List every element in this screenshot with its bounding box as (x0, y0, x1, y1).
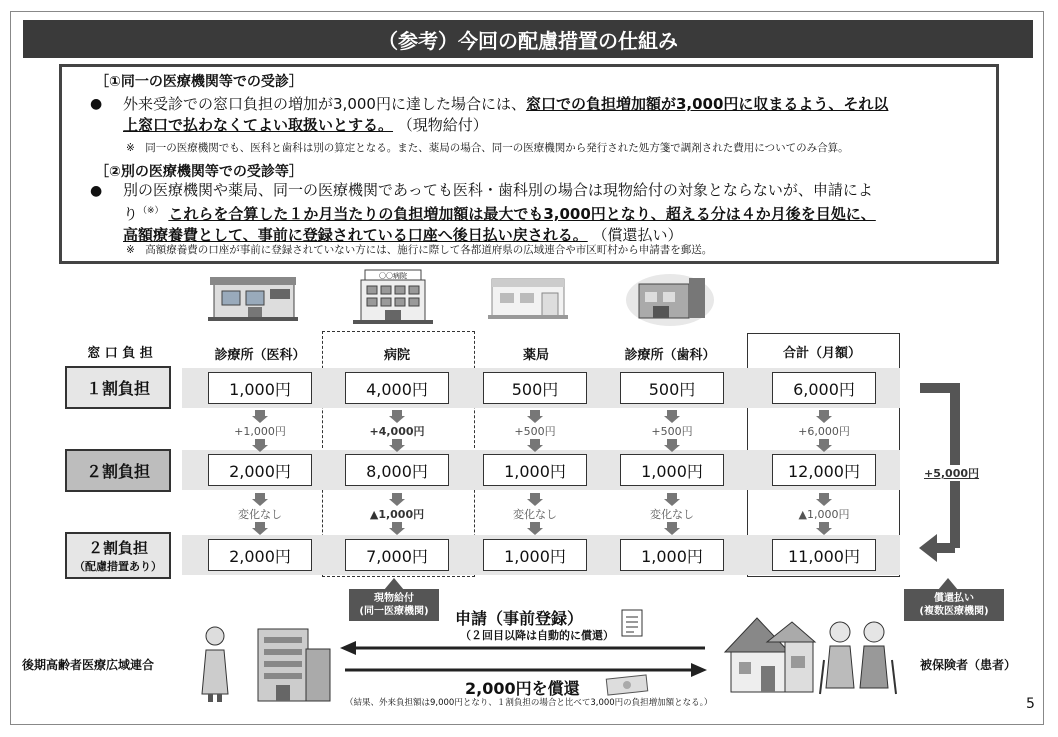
value-cell: 6,000円 (772, 372, 876, 404)
value-cell: 11,000円 (772, 539, 876, 571)
row-label (65, 532, 171, 579)
pharmacy-building-icon (488, 275, 568, 321)
down-arrow-icon (527, 445, 543, 452)
section1-bullet (123, 94, 993, 136)
bullet-mark: ● (90, 96, 103, 112)
value-cell: 12,000円 (772, 454, 876, 486)
row-sublabel-text: （配慮措置あり） (74, 560, 162, 573)
down-arrow-icon (664, 445, 680, 452)
down-arrow-icon (389, 528, 405, 535)
column-header: 診療所（歯科） (624, 348, 716, 363)
delta-label: 変化なし (650, 508, 694, 521)
value-cell: 4,000円 (345, 372, 449, 404)
delta-group (632, 410, 712, 452)
section1-note: ※ 同一の医療機関でも、医科と歯科は別の算定となる。また、薬局の場合、同一の医療機関から発行された処方箋で調剤された費用についてのみ合算。 (126, 142, 849, 154)
value-cell: 500円 (483, 372, 587, 404)
delta-group (495, 493, 575, 535)
value-cell: 7,000円 (345, 539, 449, 571)
corner-label: 窓 口 負 担 (87, 346, 153, 361)
delta-label: +1,000円 (234, 425, 286, 438)
column-header: 診療所（医科） (214, 348, 306, 363)
delta-label: 変化なし (513, 508, 557, 521)
delta-label: ▲1,000円 (798, 508, 850, 521)
column-header: 病院 (383, 348, 410, 363)
delta-group (220, 410, 300, 452)
document-icon (620, 608, 644, 638)
elderly-couple-icon (818, 616, 898, 698)
row-label (65, 366, 171, 409)
down-arrow-icon (252, 528, 268, 535)
dental-clinic-building-icon (625, 270, 715, 326)
value-cell: 500円 (620, 372, 724, 404)
down-arrow-icon (389, 445, 405, 452)
value-cell: 1,000円 (208, 372, 312, 404)
down-arrow-icon (664, 528, 680, 535)
section1-emphasis-2: 上窓口で払わなくてよい取扱いとする。 (123, 116, 394, 134)
delta-label: 変化なし (238, 508, 282, 521)
page-number: 5 (1026, 696, 1035, 712)
tag-line: (同一医療機関) (359, 606, 429, 617)
section1-tail: （現物給付） (397, 116, 488, 134)
row-label-text: ２割負担 (87, 539, 148, 557)
value-cell: 1,000円 (483, 454, 587, 486)
section2-emphasis-1: これらを合算した１か月当たりの負担増加額は最大でも3,000円となり、超える分は４か月後を目処に、 (168, 205, 876, 223)
down-arrow-icon (527, 528, 543, 535)
down-arrow-icon (252, 416, 268, 423)
tag-line: 現物給付 (374, 593, 414, 604)
bullet-mark: ● (90, 183, 103, 199)
section2-note: ※ 高額療養費の口座が事前に登録されていない方には、施行に際して各都道府県の広域連合や市区町村から申請書を郵送。 (126, 244, 713, 256)
slide-title: （参考）今回の配慮措置の仕組み (23, 20, 1033, 58)
house-icon (717, 612, 817, 698)
tag-line: (複数医療機関) (919, 606, 989, 617)
value-cell: 1,000円 (620, 539, 724, 571)
column-header: 合計（月額） (782, 346, 861, 361)
section2-bullet (123, 180, 995, 246)
down-arrow-icon (664, 416, 680, 423)
down-arrow-icon (527, 499, 543, 506)
value-cell: 1,000円 (483, 539, 587, 571)
value-cell: 8,000円 (345, 454, 449, 486)
left-party-label: 後期高齢者医療広域連合 (22, 658, 155, 672)
shokan-tag (904, 589, 1004, 621)
delta-label: +6,000円 (798, 425, 850, 438)
delta-group (495, 410, 575, 452)
apply-subtitle: （２回目以降は自動的に償還） (460, 629, 614, 642)
delta-group (784, 410, 864, 452)
section2-line2: り (123, 205, 139, 223)
down-arrow-icon (816, 528, 832, 535)
section2-emphasis-2: 高額療養費として、事前に登録されている口座へ後日払い戻される。 (123, 226, 588, 244)
staff-person-icon (198, 624, 232, 704)
row-label-text: ２割負担 (85, 462, 150, 481)
genbutsu-tag (349, 589, 439, 621)
delta-label: +500円 (651, 425, 693, 438)
section1-emphasis-1: 窓口での負担増加額が3,000円に収まるよう、それ以 (525, 95, 889, 113)
clinic-building-icon (208, 273, 298, 323)
flow-arrows (340, 640, 710, 680)
down-arrow-icon (389, 416, 405, 423)
section2-heading: ［②別の医療機関等での受診等］ (95, 164, 303, 180)
down-arrow-icon (664, 499, 680, 506)
value-cell: 2,000円 (208, 539, 312, 571)
section1-heading: ［①同一の医療機関等での受診］ (95, 74, 303, 90)
refund-amount-label: +5,000円 (924, 467, 980, 480)
row-label-text: １割負担 (85, 379, 150, 398)
delta-label: +4,000円 (369, 425, 425, 438)
section2-line1: 別の医療機関や薬局、同一の医療機関であっても医科・歯科別の場合は現物給付の対象とならないが、申請によ (123, 181, 873, 199)
delta-label: ▲1,000円 (369, 508, 425, 521)
delta-group (357, 410, 437, 452)
money-icon (605, 674, 651, 696)
footnote-marker: （※） (138, 206, 164, 216)
delta-label: +500円 (514, 425, 556, 438)
section2-tail: （償還払い） (592, 226, 683, 244)
down-arrow-icon (252, 445, 268, 452)
tag-line: 償還払い (934, 593, 974, 604)
column-header: 薬局 (522, 348, 549, 363)
delta-group (632, 493, 712, 535)
section1-text: 外来受診での窓口負担の増加が3,000円に達した場合には、 (123, 95, 526, 113)
down-arrow-icon (816, 416, 832, 423)
hospital-sign-text: 〇〇病院 (379, 272, 407, 280)
left-arrow-icon (340, 641, 356, 655)
delta-group (784, 493, 864, 535)
down-arrow-icon (527, 416, 543, 423)
refund-title: 2,000円を償還 (465, 679, 580, 698)
delta-group (357, 493, 437, 535)
apply-title: 申請（事前登録） (455, 609, 584, 628)
refund-note: （結果、外来負担額は9,000円となり、１割負担の場合と比べて3,000円の負担増加額となる。） (345, 698, 713, 708)
value-cell: 1,000円 (620, 454, 724, 486)
delta-group (220, 493, 300, 535)
down-arrow-icon (389, 499, 405, 506)
down-arrow-icon (252, 499, 268, 506)
down-arrow-icon (816, 499, 832, 506)
row-label (65, 449, 171, 492)
office-building-icon (240, 625, 335, 705)
value-cell: 2,000円 (208, 454, 312, 486)
down-arrow-icon (816, 445, 832, 452)
right-party-label: 被保険者（患者） (920, 658, 1017, 672)
hospital-building-icon (353, 268, 433, 326)
right-arrow-icon (691, 663, 707, 677)
